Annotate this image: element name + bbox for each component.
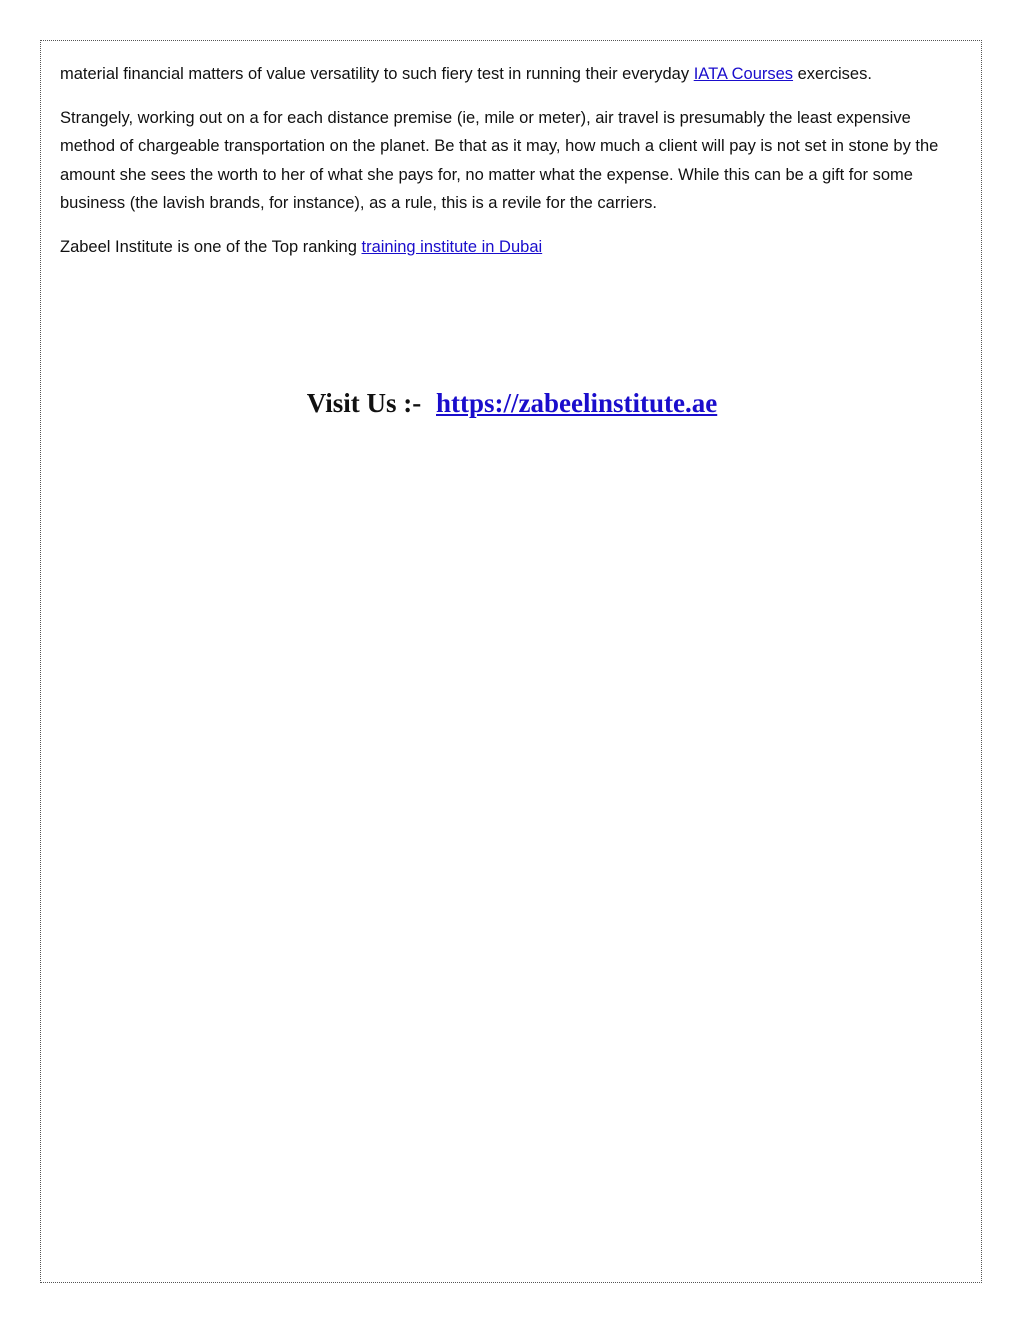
document-body <box>60 60 960 276</box>
training-institute-link[interactable]: training institute in Dubai <box>361 237 543 256</box>
visit-us-label: Visit Us :- <box>306 388 428 418</box>
paragraph-iata-tail: exercises. <box>793 65 872 83</box>
visit-us-line <box>0 388 1024 419</box>
paragraph-iata <box>60 60 960 89</box>
paragraph-zabeel-text: Zabeel Institute is one of the Top ranking <box>60 237 362 256</box>
paragraph-zabeel <box>60 233 960 262</box>
paragraph-iata-text: material financial matters of value versatility to such fiery test in running their everyday <box>60 65 694 83</box>
website-link[interactable]: https://zabeelinstitute.ae <box>436 388 718 418</box>
paragraph-air-travel: Strangely, working out on a for each distance premise (ie, mile or meter), air travel is presumably the least expensive method of chargeable transportation on the planet. Be that as it may, how much a client will pay is not set in stone by the amount she sees the worth to her of what she pays for, no matter what the expense. While this can be a gift for some business (the lavish brands, for instance), as a rule, this is a revile for the carriers. <box>60 108 939 212</box>
iata-courses-link[interactable]: IATA Courses <box>693 65 794 83</box>
